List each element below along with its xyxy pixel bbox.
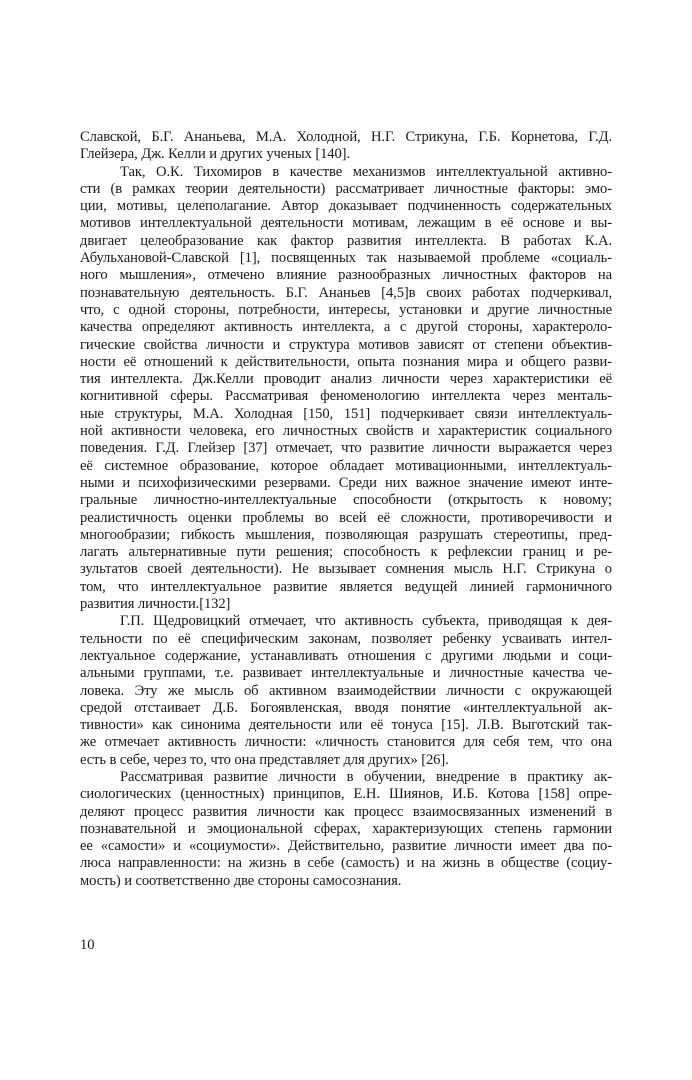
text-line: ные структуры, М.А. Холодная [150, 151] подчеркивает связи интеллектуаль- (80, 405, 612, 422)
text-line: Славской, Б.Г. Ананьева, М.А. Холодной, Н.Г. Стрикуна, Г.Б. Корнетова, Г.Д. (80, 129, 612, 145)
text-line: поведения. Г.Д. Глейзер [37] отмечает, что развитие личности выражается через (80, 440, 612, 457)
text-line: Г.П. Щедровицкий отмечает, что активность субъекта, приводящая к дея- (120, 613, 612, 630)
text-line: ловека. Эту же мысль об активном взаимодействии личности с окружающей (80, 682, 612, 699)
text-line: ными и психофизическими резервами. Среди них важное значение имеют инте- (80, 474, 612, 491)
text-line: люса направленности: на жизнь в себе (самость) и на жизнь в обществе (социу- (80, 855, 612, 872)
text-line: ее «самости» и «социумости». Действительно, развитие личности имеет два по- (80, 838, 612, 855)
text-line: когнитивной сферы. Рассматривая феноменологию интеллекта через менталь- (80, 388, 612, 405)
text-line: что, с одной стороны, потребности, интересы, установки и другие личностные (80, 301, 612, 318)
text-line: качества определяют активность интеллекта, а с другой стороны, характероло- (80, 319, 612, 336)
text-line: двигает целеобразование как фактор развития интеллекта. В работах К.А. (80, 232, 612, 249)
text-line: деляют процесс развития личности как процесс взаимосвязанных изменений в (80, 803, 612, 820)
text-line: ции, мотивы, целеполагание. Автор доказывает подчиненность содержательных (80, 198, 612, 215)
text-line: ного мышления», отмечено влияние разнообразных личностных факторов на (80, 267, 612, 284)
text-line: лектуальное содержание, устанавливать отношения с другими людьми и соци- (80, 647, 612, 664)
text-line: Рассматривая развитие личности в обучении, внедрение в практику ак- (120, 768, 612, 785)
text-line: тельности по её специфическим законам, позволяет ребенку усваивать интел- (80, 630, 612, 647)
text-line: зультатов своей деятельности). Не вызывает сомнения мысль Н.Г. Стрикуна о (80, 561, 612, 578)
text-line: познавательную деятельность. Б.Г. Ананьев [4,5]в своих работах подчеркивал, (80, 284, 612, 301)
text-line: мотивов интеллектуальной деятельности мотивам, лежащим в её основе и вы- (80, 215, 612, 232)
text-line: развития личности.[132] (80, 596, 231, 613)
text-line: Глейзера, Дж. Келли и других ученых [140]. (80, 146, 350, 163)
text-line: мость) и соответственно две стороны самосознания. (80, 872, 402, 889)
text-line: тивности» как синонима деятельности или её тонуса [15]. Л.В. Выготский так- (80, 717, 612, 734)
text-line: познавательной и эмоциональной сферах, характеризующих степень гармонии (80, 820, 612, 837)
page-number: 10 (80, 937, 95, 953)
text-line: многообразии; гибкость мышления, позволяющая разрушать стереотипы, пред- (80, 526, 612, 543)
text-line: том, что интеллектуальное развитие является ведущей линией гармоничного (80, 578, 612, 595)
text-line: альными группами, т.е. развивает интеллектуальные и личностные качества че- (80, 665, 612, 682)
text-line: гические свойства личности и структура мотивов зависят от степени объектив- (80, 336, 612, 353)
text-line: сиологических (ценностных) принципов, Е.Н. Шиянов, И.Б. Котова [158] опре- (80, 786, 612, 803)
text-line: Так, О.К. Тихомиров в качестве механизмов интеллектуальной активно- (120, 163, 612, 180)
text-line: ной активности человека, его личностных свойств и характеристик социального (80, 423, 612, 440)
text-line: тия интеллекта. Дж.Келли проводит анализ личности через характеристики её (80, 371, 612, 388)
text-line: лагать альтернативные пути решения; способность к рефлексии границ и ре- (80, 544, 612, 561)
text-line: же отмечает активность личности: «личность становится для себя тем, что она (80, 734, 612, 751)
body-text (80, 129, 612, 890)
text-line: ности её отношений к действительности, опыта познания мира и общего разви- (80, 353, 612, 370)
text-line: Абульхановой-Славской [1], посвященных так называемой проблеме «социаль- (80, 250, 612, 267)
text-line: есть в себе, через то, что она представляет для других» [26]. (80, 751, 449, 768)
text-line: сти (в рамках теории деятельности) рассматривает личностные факторы: эмо- (80, 180, 612, 197)
text-line: средой отстаивает Д.Б. Богоявленская, вводя понятие «интеллектуальной ак- (80, 699, 612, 716)
text-line: реалистичность оценки проблемы во всей её сложности, противоречивости и (80, 509, 612, 526)
text-line: её системное образование, которое обладает мотивационными, интеллектуаль- (80, 457, 612, 474)
text-line: гральные личностно-интеллектуальные способности (открытость к новому; (80, 492, 612, 509)
